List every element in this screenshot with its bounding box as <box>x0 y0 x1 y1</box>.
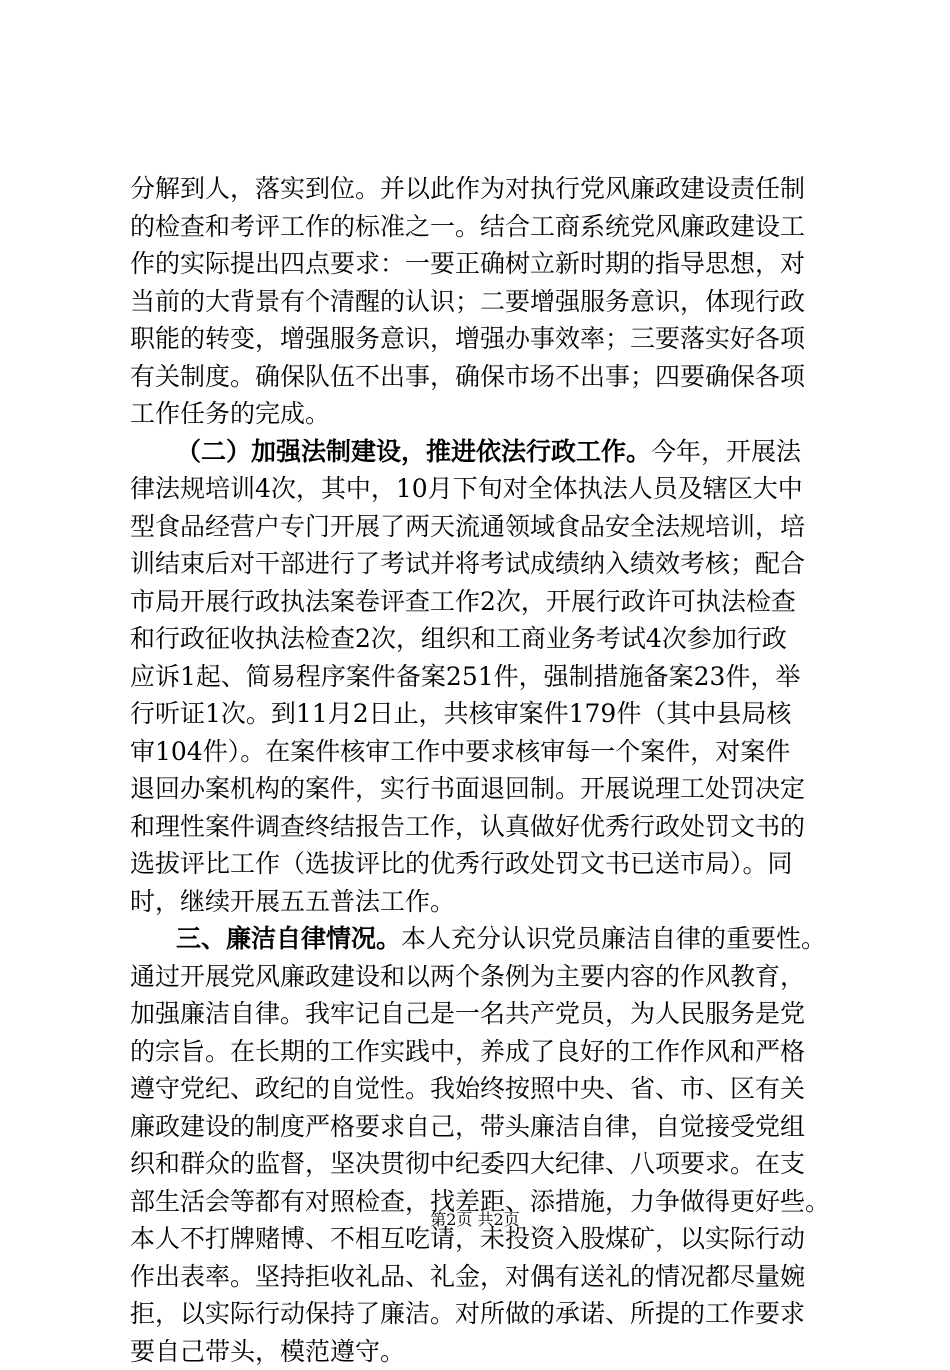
paragraph-line: 工作任务的完成。 <box>130 395 830 433</box>
paragraph-line: 本人不打牌赌博、不相互吃请，未投资入股煤矿，以实际行动 <box>130 1220 830 1258</box>
paragraph-line: 选拔评比工作（选拔评比的优秀行政处罚文书已送市局）。同 <box>130 845 830 883</box>
paragraph-first-line <box>130 433 830 471</box>
paragraph-line: 廉政建设的制度严格要求自己，带头廉洁自律，自觉接受党组 <box>130 1108 830 1146</box>
paragraph-line: 的检查和考评工作的标准之一。结合工商系统党风廉政建设工 <box>130 208 830 246</box>
page-footer <box>0 1210 950 1230</box>
paragraph-line: 作的实际提出四点要求：一要正确树立新时期的指导思想，对 <box>130 245 830 283</box>
paragraph-line: 训结束后对干部进行了考试并将考试成绩纳入绩效考核；配合 <box>130 545 830 583</box>
paragraph-line: 织和群众的监督，坚决贯彻中纪委四大纪律、八项要求。在支 <box>130 1145 830 1183</box>
paragraph-line: 作出表率。坚持拒收礼品、礼金，对偶有送礼的情况都尽量婉 <box>130 1258 830 1296</box>
paragraph-line: 拒，以实际行动保持了廉洁。对所做的承诺、所提的工作要求 <box>130 1295 830 1333</box>
paragraph-first-line <box>130 920 830 958</box>
paragraph-line: 和行政征收执法检查2次，组织和工商业务考试4次参加行政 <box>130 620 830 658</box>
paragraph-2 <box>130 433 830 921</box>
paragraph-3 <box>130 920 830 1370</box>
paragraph-line: 有关制度。确保队伍不出事，确保市场不出事；四要确保各项 <box>130 358 830 396</box>
paragraph-line: 通过开展党风廉政建设和以两个条例为主要内容的作风教育， <box>130 958 830 996</box>
paragraph-line: 遵守党纪、政纪的自觉性。我始终按照中央、省、市、区有关 <box>130 1070 830 1108</box>
paragraph-text: 本人充分认识党员廉洁自律的重要性。 <box>401 924 826 953</box>
paragraph-line: 加强廉洁自律。我牢记自己是一名共产党员，为人民服务是党 <box>130 995 830 1033</box>
paragraph-line: 行听证1次。到11月2日止，共核审案件179件（其中县局核 <box>130 695 830 733</box>
document-body <box>130 170 830 1370</box>
paragraph-line: 的宗旨。在长期的工作实践中，养成了良好的工作作风和严格 <box>130 1033 830 1071</box>
paragraph-line: 时，继续开展五五普法工作。 <box>130 883 830 921</box>
paragraph-line: 审104件）。在案件核审工作中要求核审每一个案件，对案件 <box>130 733 830 771</box>
paragraph-text: 今年，开展法 <box>651 437 801 466</box>
paragraph-line: 职能的转变，增强服务意识，增强办事效率；三要落实好各项 <box>130 320 830 358</box>
paragraph-line: 部生活会等都有对照检查，找差距、添措施，力争做得更好些。 <box>130 1183 830 1221</box>
paragraph-line: 当前的大背景有个清醒的认识；二要增强服务意识，体现行政 <box>130 283 830 321</box>
section-heading: （二）加强法制建设，推进依法行政工作。 <box>176 437 651 466</box>
paragraph-line: 应诉1起、简易程序案件备案251件，强制措施备案23件，举 <box>130 658 830 696</box>
paragraph-line: 型食品经营户专门开展了两天流通领域食品安全法规培训，培 <box>130 508 830 546</box>
section-heading: 三、廉洁自律情况。 <box>176 924 401 953</box>
paragraph-line: 要自己带头，模范遵守。 <box>130 1333 830 1370</box>
paragraph-line: 退回办案机构的案件，实行书面退回制。开展说理工处罚决定 <box>130 770 830 808</box>
paragraph-line: 分解到人，落实到位。并以此作为对执行党风廉政建设责任制 <box>130 170 830 208</box>
paragraph-line: 律法规培训4次，其中，10月下旬对全体执法人员及辖区大中 <box>130 470 830 508</box>
paragraph-1 <box>130 170 830 433</box>
paragraph-line: 市局开展行政执法案卷评查工作2次，开展行政许可执法检查 <box>130 583 830 621</box>
paragraph-line: 和理性案件调查终结报告工作，认真做好优秀行政处罚文书的 <box>130 808 830 846</box>
page-number: 第2页 共2页 <box>430 1210 519 1229</box>
